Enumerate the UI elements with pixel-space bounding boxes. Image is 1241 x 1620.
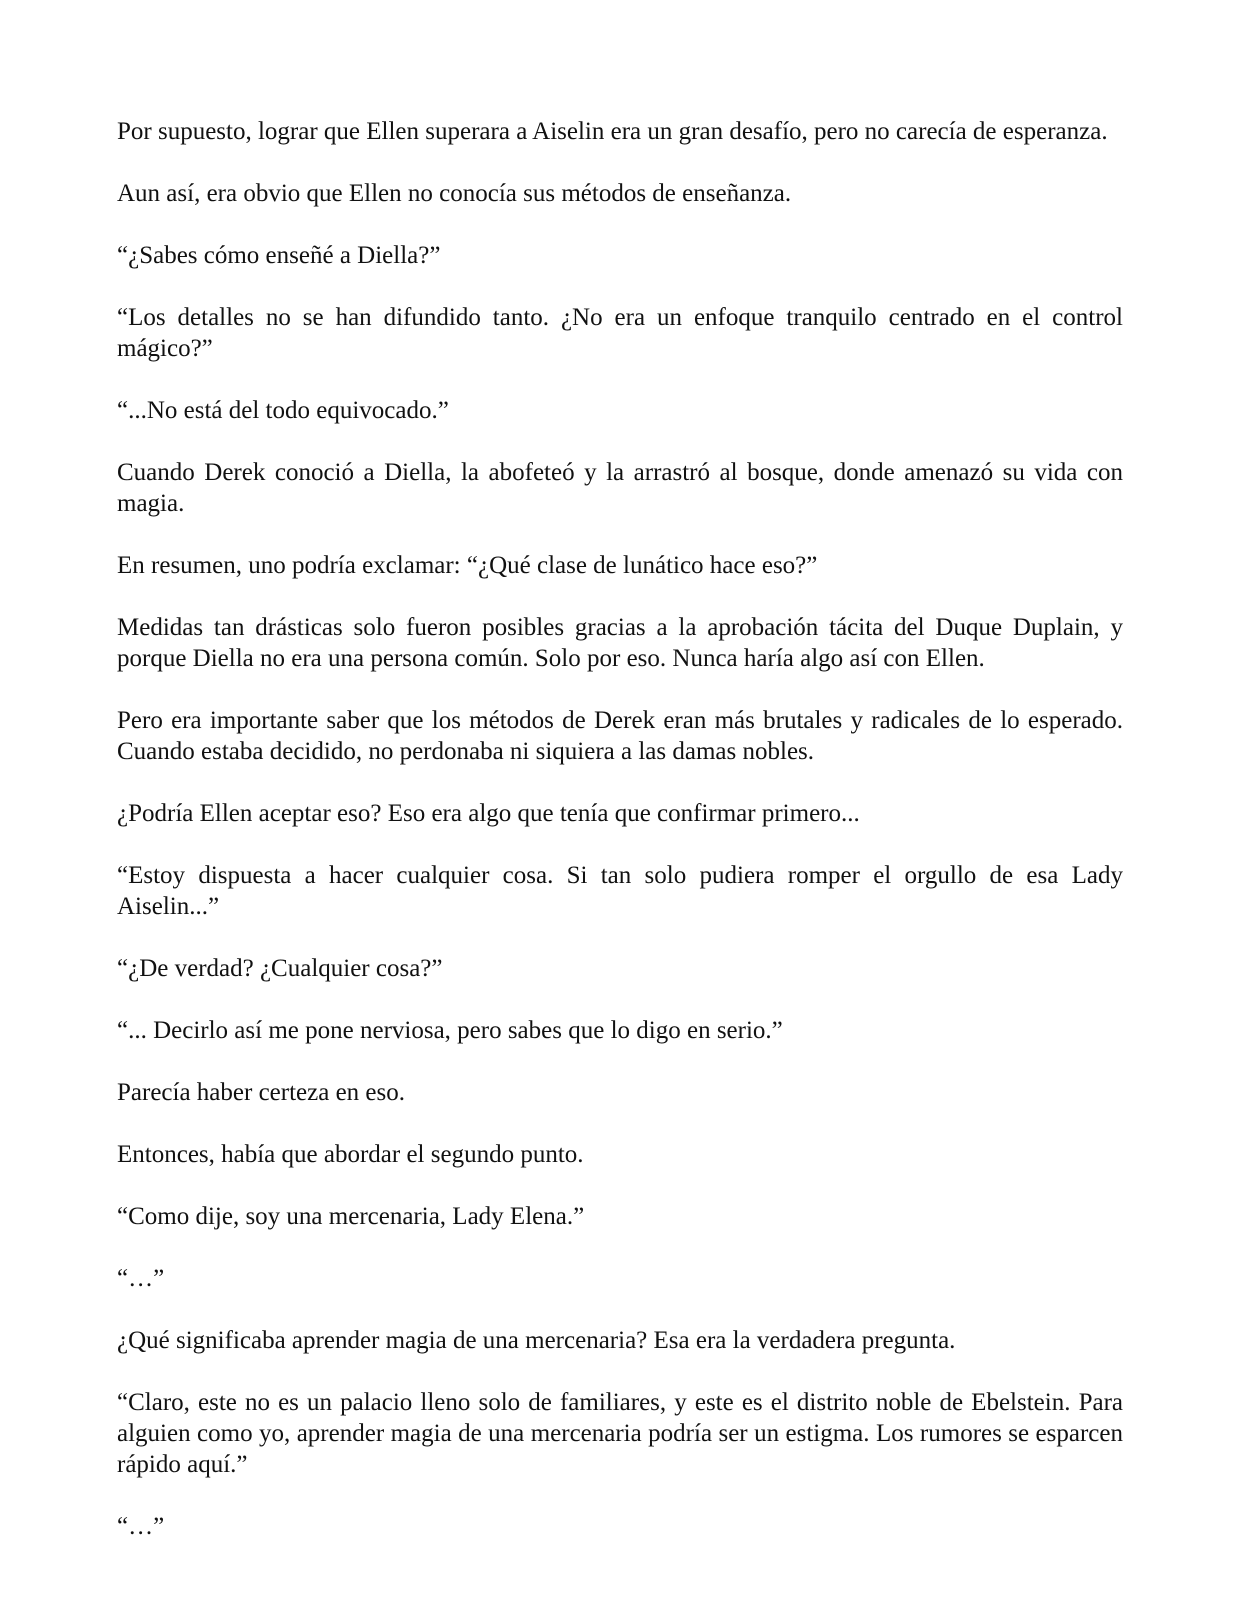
paragraph: Parecía haber certeza en eso. — [117, 1079, 406, 1106]
paragraph: “Estoy dispuesta a hacer cualquier cosa. Si tan solo pudiera romper el orgullo de esa Lady Aiselin...” — [117, 862, 1123, 920]
paragraph: Aun así, era obvio que Ellen no conocía sus métodos de enseñanza. — [117, 180, 792, 207]
paragraph: “Los detalles no se han difundido tanto. ¿No era un enfoque tranquilo centrado en el control mágico?” — [117, 304, 1123, 362]
paragraph: Medidas tan drásticas solo fueron posibles gracias a la aprobación tácita del Duque Duplain, y porque Diella no era una persona común. Solo por eso. Nunca haría algo así con Ellen. — [117, 614, 1123, 672]
paragraph: En resumen, uno podría exclamar: “¿Qué clase de lunático hace eso?” — [117, 552, 818, 579]
paragraph: “...No está del todo equivocado.” — [117, 397, 449, 424]
paragraph: “…” — [117, 1513, 165, 1540]
paragraph: ¿Podría Ellen aceptar eso? Eso era algo que tenía que confirmar primero... — [117, 800, 860, 827]
paragraph: “Claro, este no es un palacio lleno solo de familiares, y este es el distrito noble de Ebelstein. Para alguien como yo, aprender magia de una mercenaria podría ser un estigma. Los rumores se esparcen rápido aquí.” — [117, 1389, 1123, 1478]
paragraph: Cuando Derek conoció a Diella, la abofeteó y la arrastró al bosque, donde amenazó su vida con magia. — [117, 459, 1123, 517]
document-body — [117, 116, 1123, 1573]
paragraph: “Como dije, soy una mercenaria, Lady Elena.” — [117, 1203, 585, 1230]
paragraph: “... Decirlo así me pone nerviosa, pero sabes que lo digo en serio.” — [117, 1017, 783, 1044]
paragraph: Pero era importante saber que los métodos de Derek eran más brutales y radicales de lo esperado. Cuando estaba decidido, no perdonaba ni siquiera a las damas nobles. — [117, 707, 1123, 765]
paragraph: “¿Sabes cómo enseñé a Diella?” — [117, 242, 441, 269]
paragraph: ¿Qué significaba aprender magia de una mercenaria? Esa era la verdadera pregunta. — [117, 1327, 956, 1354]
paragraph: “¿De verdad? ¿Cualquier cosa?” — [117, 955, 443, 982]
paragraph: “…” — [117, 1265, 165, 1292]
paragraph: Entonces, había que abordar el segundo punto. — [117, 1141, 584, 1168]
paragraph: Por supuesto, lograr que Ellen superara a Aiselin era un gran desafío, pero no carecía de esperanza. — [117, 118, 1108, 145]
